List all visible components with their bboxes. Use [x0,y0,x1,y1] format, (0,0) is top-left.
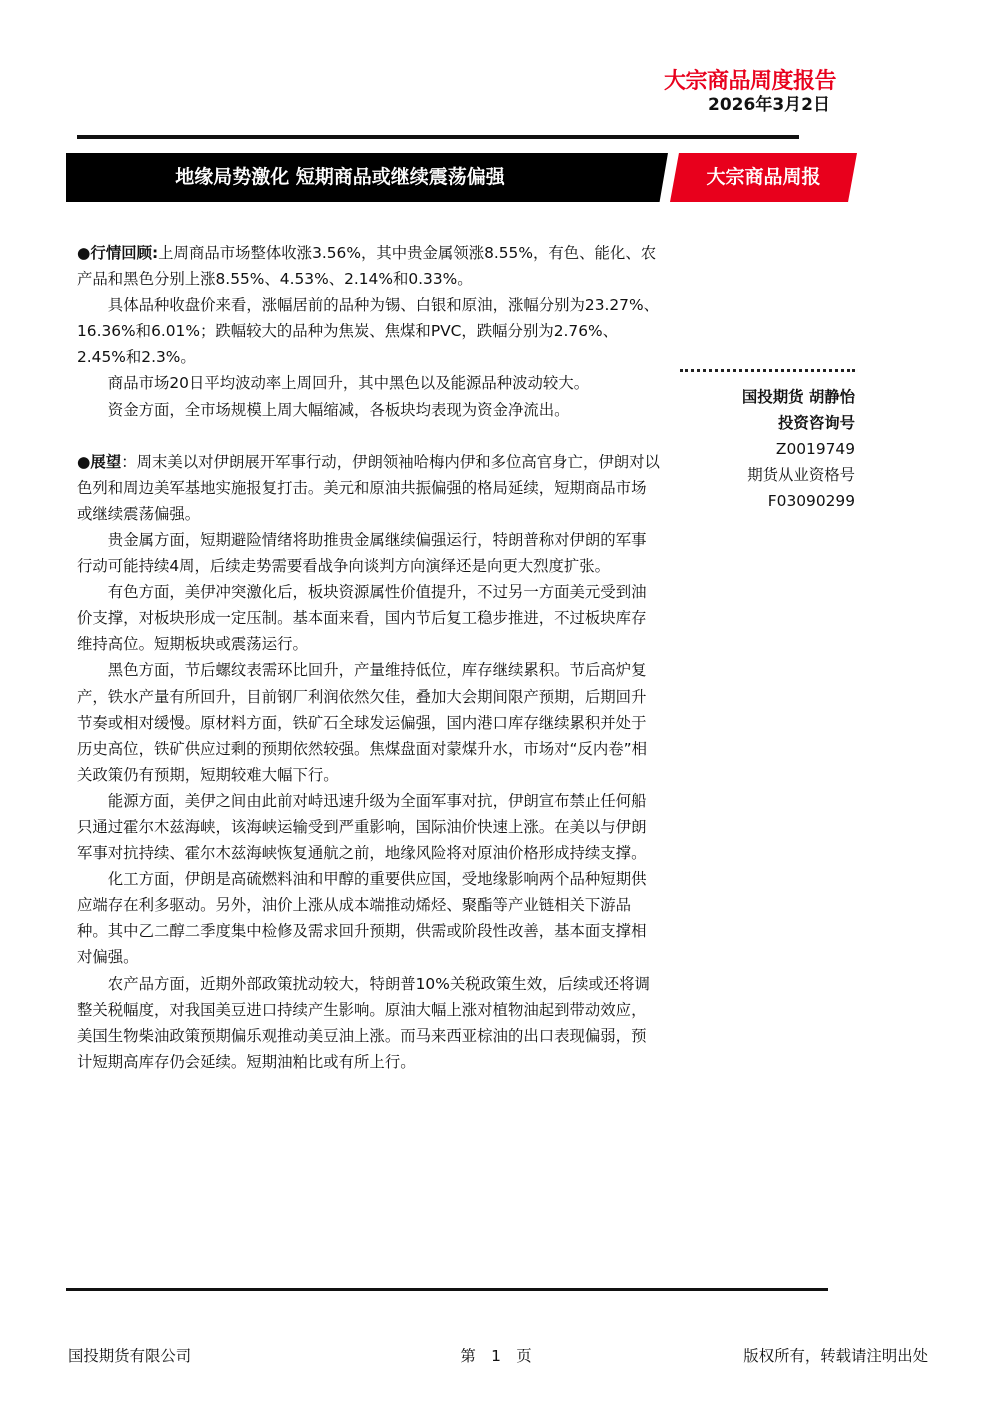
category-label: 大宗商品周报 [706,166,821,188]
review-summary [77,240,661,292]
page-title: 地缘局势激化 短期商品或继续震荡偏强 [175,166,505,188]
consult-number: Z0019749 [775,440,855,458]
review-text: 上周商品市场整体收涨3.56%，其中贵金属领涨8.55%，有色、能化、农产品和黑色分别上涨8.55%、4.53%、2.14%和0.33%。 [77,244,657,289]
outlook-paragraph: 贵金属方面，短期避险情绪将助推贵金属继续偏强运行，特朗普称对伊朗的军事行动可能持续4周，后续走势需要看战争向谈判方向演绎还是向更大烈度扩张。 [77,530,647,576]
review-paragraph: 商品市场20日平均波动率上周回升，其中黑色以及能源品种波动较大。 [107,374,590,393]
outlook-paragraph: 能源方面，美伊之间由此前对峙迅速升级为全面军事对抗，伊朗宣布禁止任何船只通过霍尔木兹海峡，该海峡运输受到严重影响，国际油价快速上涨。在美以与伊朗军事对抗持续、霍尔木兹海峡恢复通航之前，地缘风险将对原油价格形成持续支撑。 [77,791,647,863]
outlook-paragraph: 化工方面，伊朗是高硫燃料油和甲醇的重要供应国，受地缘影响两个品种短期供应端存在利多驱动。另外，油价上涨从成本端推动烯烃、聚酯等产业链相关下游品种。其中乙二醇二季度集中检修及需求回升预期，供需或阶段性改善，基本面支撑相对偏强。 [77,870,647,967]
main-content [77,240,661,1075]
outlook-paragraph: 有色方面，美伊冲突激化后，板块资源属性价值提升，不过另一方面美元受到油价支撑，对板块形成一定压制。基本面来看，国内节后复工稳步推进，不过板块库存维持高位。短期板块或震荡运行。 [77,583,647,654]
report-title: 大宗商品周度报告 [663,69,836,94]
outlook-summary [77,449,661,527]
author-info [680,384,855,514]
qualification-number: F03090299 [767,492,855,510]
page-number: 第 1 页 [460,1347,532,1365]
consult-label: 投资咨询号 [778,414,855,432]
author-divider [680,369,855,372]
header-divider [77,135,799,139]
outlook-heading: ●展望 [77,452,122,471]
footer-company: 国投期货有限公司 [68,1347,192,1365]
copyright-notice: 版权所有，转载请注明出处 [743,1347,928,1365]
outlook-paragraph: 农产品方面，近期外部政策扰动较大，特朗普10%关税政策生效，后续或还将调整关税幅度，对我国美豆进口持续产生影响。原油大幅上涨对植物油起到带动效应，美国生物柴油政策预期偏乐观推动美豆油上涨。而马来西亚棕油的出口表现偏弱，预计短期高库存仍会延续。短期油粕比或有所上行。 [77,974,650,1071]
footer-divider [66,1288,828,1291]
outlook-text: ：周末美以对伊朗展开军事行动，伊朗领袖哈梅内伊和多位高官身亡，伊朗对以色列和周边美军基地实施报复打击。美元和原油共振偏强的格局延续，短期商品市场或继续震荡偏强。 [77,452,660,523]
outlook-paragraph: 黑色方面，节后螺纹表需环比回升，产量维持低位，库存继续累积。节后高炉复产，铁水产量有所回升，目前钢厂利润依然欠佳，叠加大会期间限产预期，后期回升节奏或相对缓慢。原材料方面，铁矿石全球发运偏强，国内港口库存继续累积并处于历史高位，铁矿供应过剩的预期依然较强。焦煤盘面对蒙煤升水，市场对“反内卷”相关政策仍有预期，短期较难大幅下行。 [77,661,648,784]
qualification-label: 期货从业资格号 [747,466,855,484]
review-paragraph: 资金方面，全市场规模上周大幅缩减，各板块均表现为资金净流出。 [107,400,570,419]
review-heading: ●行情回顾: [77,244,159,262]
report-date: 2026年3月2日 [708,95,830,115]
review-paragraph: 具体品种收盘价来看，涨幅居前的品种为锡、白银和原油，涨幅分别为23.27%、16.36%和6.01%；跌幅较大的品种为焦炭、焦煤和PVC，跌幅分别为2.76%、2.45%和2.3%。 [77,296,659,367]
author-company-name: 国投期货 胡静怡 [741,388,855,406]
